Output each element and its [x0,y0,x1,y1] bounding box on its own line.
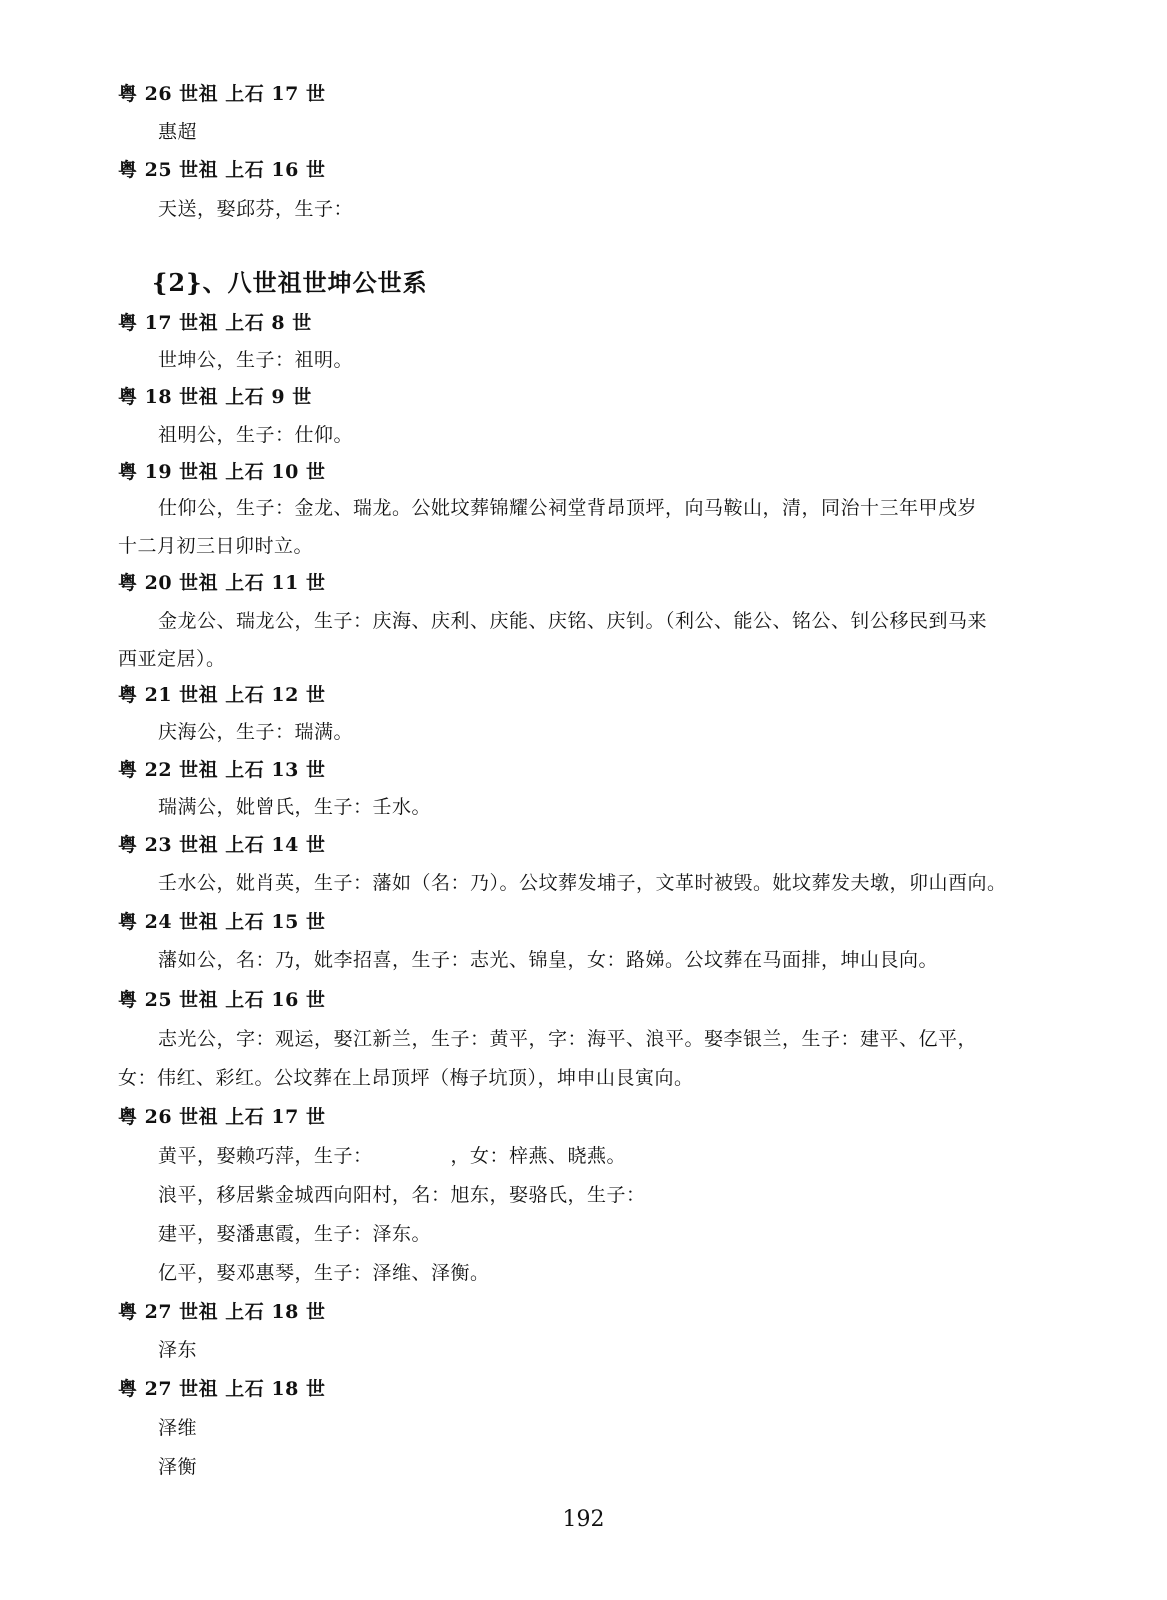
lineage-entry: 泽东 [158,1339,198,1361]
lineage-entry: 泽衡 [158,1456,198,1478]
generation-heading: 粤 21 世祖 上石 12 世 [118,684,326,706]
lineage-entry: 仕仰公，生子：金龙、瑞龙。公妣坟葬锦耀公祠堂背昂顶坪，向马鞍山，清，同治十三年甲戌岁 [158,497,978,519]
lineage-entry-continued: 十二月初三日卯时立。 [118,535,314,557]
generation-heading: 粤 23 世祖 上石 14 世 [118,834,326,856]
lineage-entry: 泽维 [158,1417,198,1439]
generation-heading: 粤 25 世祖 上石 16 世 [118,159,326,181]
generation-heading: 粤 26 世祖 上石 17 世 [118,1106,326,1128]
lineage-entry: 志光公，字：观运，娶江新兰，生子：黄平，字：海平、浪平。娶李银兰，生子：建平、亿平， [158,1028,978,1050]
lineage-entry: 建平，娶潘惠霞，生子：泽东。 [158,1223,432,1245]
lineage-entry: 浪平，移居紫金城西向阳村，名：旭东，娶骆氏，生子： [158,1184,646,1206]
generation-heading: 粤 27 世祖 上石 18 世 [118,1378,326,1400]
generation-heading: 粤 19 世祖 上石 10 世 [118,461,326,483]
lineage-entry: 亿平，娶邓惠琴，生子：泽维、泽衡。 [158,1262,490,1284]
generation-heading: 粤 17 世祖 上石 8 世 [118,312,312,334]
generation-heading: 粤 24 世祖 上石 15 世 [118,911,326,933]
lineage-entry: 惠超 [158,121,198,143]
section-title: {2}、八世祖世坤公世系 [152,268,428,297]
lineage-entry: 天送，娶邱芬，生子： [158,198,354,220]
lineage-entry: 世坤公，生子：祖明。 [158,349,354,371]
generation-heading: 粤 22 世祖 上石 13 世 [118,759,326,781]
lineage-entry [158,1144,626,1168]
lineage-entry: 金龙公、瑞龙公，生子：庆海、庆利、庆能、庆铭、庆钊。（利公、能公、铭公、钊公移民到马来 [158,610,988,632]
entry-text-before-gap: 黄平，娶赖巧萍，生子： [158,1145,373,1167]
lineage-entry: 祖明公，生子：仕仰。 [158,424,354,446]
lineage-entry: 瑞满公，妣曾氏，生子：壬水。 [158,796,432,818]
generation-heading: 粤 27 世祖 上石 18 世 [118,1301,326,1323]
generation-heading: 粤 18 世祖 上石 9 世 [118,386,312,408]
lineage-entry-continued: 西亚定居）。 [118,648,226,670]
generation-heading: 粤 25 世祖 上石 16 世 [118,989,326,1011]
page-number: 192 [562,1507,605,1532]
entry-text-after-gap: ，女：梓燕、晓燕。 [450,1145,627,1167]
lineage-entry: 藩如公，名：乃，妣李招喜，生子：志光、锦皇，女：路娣。公坟葬在马面排，坤山艮向。 [158,949,939,971]
generation-heading: 粤 20 世祖 上石 11 世 [118,572,326,594]
lineage-entry-continued: 女：伟红、彩红。公坟葬在上昂顶坪（梅子坑顶），坤申山艮寅向。 [118,1067,694,1089]
lineage-entry: 庆海公，生子：瑞满。 [158,721,354,743]
lineage-entry: 壬水公，妣肖英，生子：藩如（名：乃）。公坟葬发埔子，文革时被毁。妣坟葬发夫墩，卯山酉向。 [158,872,1007,894]
generation-heading: 粤 26 世祖 上石 17 世 [118,83,326,105]
